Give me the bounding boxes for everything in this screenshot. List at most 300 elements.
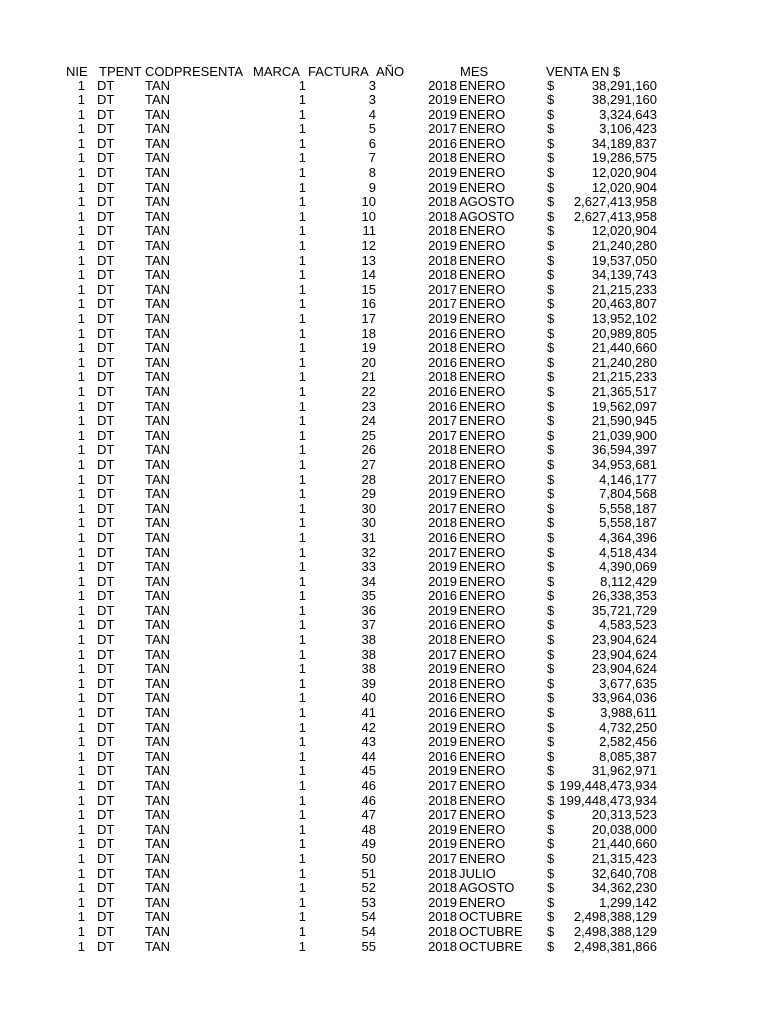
- cell-nie: 1: [77, 923, 85, 939]
- cell-currency-symbol: $: [547, 179, 555, 195]
- cell-tpent: DT: [97, 865, 115, 881]
- cell-nie: 1: [77, 719, 85, 735]
- cell-marca: 1: [298, 529, 306, 545]
- table-row: [0, 151, 768, 166]
- header-venta: VENTA EN $: [546, 64, 621, 79]
- table-row: [0, 896, 768, 911]
- cell-factura: 48: [361, 821, 376, 837]
- cell-currency-symbol: $: [547, 544, 555, 560]
- cell-mes: ENERO: [459, 238, 506, 254]
- cell-factura: 38: [361, 646, 376, 662]
- cell-tpent: DT: [97, 573, 115, 589]
- cell-mes: ENERO: [459, 442, 506, 458]
- cell-venta: 3,677,635: [599, 675, 657, 691]
- cell-tpent: DT: [97, 602, 115, 618]
- cell-factura: 50: [361, 850, 376, 866]
- cell-anio: 2016: [428, 354, 457, 370]
- cell-mes: ENERO: [459, 763, 506, 779]
- cell-nie: 1: [77, 646, 85, 662]
- cell-codpresenta: TAN: [145, 821, 171, 837]
- cell-currency-symbol: $: [547, 646, 555, 662]
- cell-factura: 3: [368, 92, 376, 108]
- table-row: [0, 370, 768, 385]
- cell-venta: 2,498,381,866: [573, 938, 657, 954]
- cell-nie: 1: [77, 208, 85, 224]
- cell-codpresenta: TAN: [145, 850, 171, 866]
- cell-tpent: DT: [97, 632, 115, 648]
- cell-marca: 1: [298, 821, 306, 837]
- cell-nie: 1: [77, 311, 85, 326]
- table-row: [0, 356, 768, 371]
- cell-marca: 1: [298, 165, 306, 181]
- cell-currency-symbol: $: [547, 821, 555, 837]
- cell-codpresenta: TAN: [145, 325, 171, 341]
- cell-tpent: DT: [97, 923, 115, 939]
- cell-nie: 1: [77, 354, 85, 370]
- cell-mes: ENERO: [459, 602, 506, 618]
- table-row: [0, 794, 768, 809]
- table-row: [0, 750, 768, 765]
- cell-anio: 2017: [428, 121, 457, 137]
- cell-codpresenta: TAN: [145, 617, 171, 633]
- cell-tpent: DT: [97, 427, 115, 443]
- cell-factura: 29: [361, 486, 376, 502]
- table-row: [0, 239, 768, 254]
- table-row: [0, 122, 768, 137]
- cell-tpent: DT: [97, 909, 115, 925]
- cell-codpresenta: TAN: [145, 179, 171, 195]
- cell-anio: 2017: [428, 646, 457, 662]
- cell-anio: 2017: [428, 807, 457, 823]
- cell-factura: 38: [361, 661, 376, 677]
- cell-factura: 54: [361, 923, 376, 939]
- cell-currency-symbol: $: [547, 588, 555, 604]
- cell-codpresenta: TAN: [145, 675, 171, 691]
- cell-tpent: DT: [97, 748, 115, 764]
- cell-mes: ENERO: [459, 92, 506, 108]
- cell-tpent: DT: [97, 471, 115, 487]
- cell-factura: 22: [361, 383, 376, 399]
- cell-mes: ENERO: [459, 267, 506, 283]
- cell-anio: 2017: [428, 471, 457, 487]
- cell-venta: 20,038,000: [591, 821, 657, 837]
- cell-nie: 1: [77, 690, 85, 706]
- table-row: [0, 224, 768, 239]
- table-row: [0, 443, 768, 458]
- table-row: [0, 706, 768, 721]
- table-row: [0, 837, 768, 852]
- cell-tpent: DT: [97, 675, 115, 691]
- cell-tpent: DT: [97, 588, 115, 604]
- cell-tpent: DT: [97, 456, 115, 472]
- cell-codpresenta: TAN: [145, 311, 171, 326]
- cell-codpresenta: TAN: [145, 106, 171, 122]
- table-row: [0, 721, 768, 736]
- cell-codpresenta: TAN: [145, 252, 171, 268]
- cell-marca: 1: [298, 427, 306, 443]
- cell-codpresenta: TAN: [145, 238, 171, 254]
- cell-codpresenta: TAN: [145, 515, 171, 531]
- cell-anio: 2019: [428, 179, 457, 195]
- cell-marca: 1: [298, 675, 306, 691]
- cell-marca: 1: [298, 748, 306, 764]
- cell-codpresenta: TAN: [145, 150, 171, 166]
- header-nie: NIE: [66, 64, 88, 79]
- cell-tpent: DT: [97, 646, 115, 662]
- cell-marca: 1: [298, 719, 306, 735]
- table-row: [0, 735, 768, 750]
- cell-tpent: DT: [97, 369, 115, 385]
- cell-nie: 1: [77, 398, 85, 414]
- cell-marca: 1: [298, 763, 306, 779]
- cell-marca: 1: [298, 646, 306, 662]
- cell-currency-symbol: $: [547, 880, 555, 896]
- cell-anio: 2016: [428, 383, 457, 399]
- table-row: [0, 867, 768, 882]
- cell-venta: 21,215,233: [591, 281, 657, 297]
- cell-anio: 2018: [428, 909, 457, 925]
- cell-factura: 45: [361, 763, 376, 779]
- cell-currency-symbol: $: [547, 208, 555, 224]
- cell-mes: ENERO: [459, 734, 506, 750]
- cell-nie: 1: [77, 544, 85, 560]
- cell-codpresenta: TAN: [145, 121, 171, 137]
- table-row: [0, 254, 768, 269]
- cell-venta: 19,286,575: [591, 150, 657, 166]
- cell-nie: 1: [77, 456, 85, 472]
- cell-factura: 27: [361, 456, 376, 472]
- cell-tpent: DT: [97, 383, 115, 399]
- cell-codpresenta: TAN: [145, 646, 171, 662]
- cell-currency-symbol: $: [547, 661, 555, 677]
- cell-nie: 1: [77, 734, 85, 750]
- cell-mes: ENERO: [459, 821, 506, 837]
- cell-venta: 26,338,353: [591, 588, 657, 604]
- cell-codpresenta: TAN: [145, 398, 171, 414]
- cell-anio: 2017: [428, 281, 457, 297]
- cell-marca: 1: [298, 252, 306, 268]
- cell-marca: 1: [298, 354, 306, 370]
- cell-codpresenta: TAN: [145, 632, 171, 648]
- cell-marca: 1: [298, 77, 306, 93]
- cell-factura: 21: [361, 369, 376, 385]
- cell-currency-symbol: $: [547, 267, 555, 283]
- cell-codpresenta: TAN: [145, 836, 171, 852]
- cell-currency-symbol: $: [547, 486, 555, 502]
- cell-tpent: DT: [97, 821, 115, 837]
- cell-venta: 21,315,423: [591, 850, 657, 866]
- cell-anio: 2019: [428, 836, 457, 852]
- cell-mes: ENERO: [459, 544, 506, 560]
- cell-anio: 2018: [428, 632, 457, 648]
- table-row: [0, 400, 768, 415]
- cell-venta: 23,904,624: [591, 632, 657, 648]
- cell-marca: 1: [298, 807, 306, 823]
- cell-currency-symbol: $: [547, 223, 555, 239]
- cell-mes: ENERO: [459, 165, 506, 181]
- cell-nie: 1: [77, 340, 85, 356]
- cell-nie: 1: [77, 486, 85, 502]
- cell-venta: 21,365,517: [591, 383, 657, 399]
- cell-codpresenta: TAN: [145, 938, 171, 954]
- cell-marca: 1: [298, 938, 306, 954]
- cell-venta: 21,039,900: [591, 427, 657, 443]
- cell-anio: 2019: [428, 821, 457, 837]
- cell-tpent: DT: [97, 719, 115, 735]
- cell-tpent: DT: [97, 135, 115, 151]
- cell-codpresenta: TAN: [145, 734, 171, 750]
- cell-mes: ENERO: [459, 179, 506, 195]
- cell-tpent: DT: [97, 894, 115, 910]
- table-row: [0, 575, 768, 590]
- cell-anio: 2018: [428, 880, 457, 896]
- cell-venta: 2,498,388,129: [573, 909, 657, 925]
- cell-currency-symbol: $: [547, 559, 555, 575]
- cell-marca: 1: [298, 734, 306, 750]
- table-row: [0, 764, 768, 779]
- cell-nie: 1: [77, 661, 85, 677]
- cell-marca: 1: [298, 792, 306, 808]
- cell-nie: 1: [77, 281, 85, 297]
- table-row: [0, 925, 768, 940]
- cell-marca: 1: [298, 778, 306, 793]
- cell-marca: 1: [298, 121, 306, 137]
- cell-nie: 1: [77, 442, 85, 458]
- cell-nie: 1: [77, 223, 85, 239]
- cell-codpresenta: TAN: [145, 719, 171, 735]
- table-row: [0, 648, 768, 663]
- table-row: [0, 560, 768, 575]
- cell-venta: 3,106,423: [599, 121, 657, 137]
- cell-currency-symbol: $: [547, 427, 555, 443]
- cell-currency-symbol: $: [547, 675, 555, 691]
- table-row: [0, 502, 768, 517]
- cell-anio: 2019: [428, 165, 457, 181]
- cell-anio: 2016: [428, 705, 457, 721]
- table-row: [0, 881, 768, 896]
- cell-currency-symbol: $: [547, 442, 555, 458]
- cell-factura: 38: [361, 632, 376, 648]
- cell-tpent: DT: [97, 529, 115, 545]
- table-row: [0, 546, 768, 561]
- cell-mes: ENERO: [459, 77, 506, 93]
- cell-factura: 25: [361, 427, 376, 443]
- cell-venta: 4,364,396: [599, 529, 657, 545]
- cell-venta: 21,440,660: [591, 340, 657, 356]
- cell-marca: 1: [298, 325, 306, 341]
- cell-factura: 53: [361, 894, 376, 910]
- cell-venta: 34,362,230: [591, 880, 657, 896]
- cell-venta: 12,020,904: [591, 179, 657, 195]
- cell-nie: 1: [77, 748, 85, 764]
- cell-currency-symbol: $: [547, 734, 555, 750]
- cell-venta: 33,964,036: [591, 690, 657, 706]
- cell-codpresenta: TAN: [145, 763, 171, 779]
- cell-anio: 2016: [428, 617, 457, 633]
- cell-marca: 1: [298, 515, 306, 531]
- cell-codpresenta: TAN: [145, 92, 171, 108]
- cell-currency-symbol: $: [547, 632, 555, 648]
- cell-mes: OCTUBRE: [459, 938, 523, 954]
- table-row: [0, 473, 768, 488]
- cell-anio: 2017: [428, 296, 457, 312]
- cell-mes: ENERO: [459, 500, 506, 516]
- table-row: [0, 327, 768, 342]
- cell-factura: 14: [361, 267, 376, 283]
- cell-currency-symbol: $: [547, 106, 555, 122]
- cell-venta: 12,020,904: [591, 223, 657, 239]
- cell-currency-symbol: $: [547, 354, 555, 370]
- cell-currency-symbol: $: [547, 325, 555, 341]
- cell-currency-symbol: $: [547, 398, 555, 414]
- cell-marca: 1: [298, 238, 306, 254]
- cell-mes: OCTUBRE: [459, 923, 523, 939]
- cell-anio: 2018: [428, 369, 457, 385]
- cell-anio: 2018: [428, 923, 457, 939]
- cell-venta: 5,558,187: [599, 515, 657, 531]
- cell-venta: 199,448,473,934: [559, 778, 657, 793]
- cell-anio: 2016: [428, 748, 457, 764]
- cell-nie: 1: [77, 325, 85, 341]
- cell-venta: 38,291,160: [591, 77, 657, 93]
- cell-venta: 36,594,397: [591, 442, 657, 458]
- cell-nie: 1: [77, 792, 85, 808]
- cell-codpresenta: TAN: [145, 690, 171, 706]
- cell-venta: 4,146,177: [599, 471, 657, 487]
- cell-currency-symbol: $: [547, 413, 555, 429]
- cell-anio: 2016: [428, 398, 457, 414]
- table-row: [0, 312, 768, 327]
- cell-factura: 15: [361, 281, 376, 297]
- cell-mes: OCTUBRE: [459, 909, 523, 925]
- cell-currency-symbol: $: [547, 500, 555, 516]
- cell-marca: 1: [298, 442, 306, 458]
- cell-mes: ENERO: [459, 515, 506, 531]
- cell-factura: 5: [368, 121, 376, 137]
- cell-codpresenta: TAN: [145, 267, 171, 283]
- cell-nie: 1: [77, 106, 85, 122]
- cell-factura: 3: [368, 77, 376, 93]
- cell-tpent: DT: [97, 938, 115, 954]
- cell-mes: ENERO: [459, 690, 506, 706]
- cell-anio: 2018: [428, 252, 457, 268]
- cell-tpent: DT: [97, 617, 115, 633]
- table-row: [0, 137, 768, 152]
- cell-anio: 2019: [428, 661, 457, 677]
- cell-factura: 32: [361, 544, 376, 560]
- table-row: [0, 283, 768, 298]
- cell-currency-symbol: $: [547, 121, 555, 137]
- cell-nie: 1: [77, 617, 85, 633]
- cell-venta: 34,139,743: [591, 267, 657, 283]
- cell-marca: 1: [298, 208, 306, 224]
- cell-anio: 2017: [428, 427, 457, 443]
- cell-nie: 1: [77, 471, 85, 487]
- cell-tpent: DT: [97, 763, 115, 779]
- cell-nie: 1: [77, 880, 85, 896]
- cell-mes: AGOSTO: [459, 880, 515, 896]
- cell-marca: 1: [298, 223, 306, 239]
- cell-venta: 34,189,837: [591, 135, 657, 151]
- cell-mes: ENERO: [459, 456, 506, 472]
- cell-codpresenta: TAN: [145, 500, 171, 516]
- cell-currency-symbol: $: [547, 369, 555, 385]
- cell-venta: 13,952,102: [591, 311, 657, 326]
- cell-anio: 2018: [428, 77, 457, 93]
- cell-tpent: DT: [97, 121, 115, 137]
- cell-venta: 38,291,160: [591, 92, 657, 108]
- cell-codpresenta: TAN: [145, 427, 171, 443]
- cell-codpresenta: TAN: [145, 865, 171, 881]
- cell-nie: 1: [77, 369, 85, 385]
- cell-tpent: DT: [97, 500, 115, 516]
- cell-tpent: DT: [97, 194, 115, 210]
- cell-factura: 10: [361, 194, 376, 210]
- cell-venta: 34,953,681: [591, 456, 657, 472]
- table-row: [0, 414, 768, 429]
- cell-nie: 1: [77, 92, 85, 108]
- cell-mes: ENERO: [459, 529, 506, 545]
- table-row: [0, 633, 768, 648]
- cell-currency-symbol: $: [547, 850, 555, 866]
- cell-mes: JULIO: [459, 865, 496, 881]
- cell-factura: 35: [361, 588, 376, 604]
- cell-venta: 21,240,280: [591, 354, 657, 370]
- cell-tpent: DT: [97, 354, 115, 370]
- cell-venta: 7,804,568: [599, 486, 657, 502]
- cell-venta: 3,988,611: [600, 705, 657, 721]
- cell-currency-symbol: $: [547, 456, 555, 472]
- cell-nie: 1: [77, 836, 85, 852]
- cell-factura: 55: [361, 938, 376, 954]
- cell-factura: 11: [362, 223, 376, 239]
- cell-tpent: DT: [97, 559, 115, 575]
- table-row: [0, 779, 768, 794]
- cell-marca: 1: [298, 705, 306, 721]
- cell-currency-symbol: $: [547, 705, 555, 721]
- cell-tpent: DT: [97, 311, 115, 326]
- cell-marca: 1: [298, 311, 306, 326]
- table-row: [0, 458, 768, 473]
- cell-tpent: DT: [97, 690, 115, 706]
- cell-anio: 2018: [428, 938, 457, 954]
- cell-codpresenta: TAN: [145, 602, 171, 618]
- cell-mes: ENERO: [459, 383, 506, 399]
- cell-marca: 1: [298, 369, 306, 385]
- cell-nie: 1: [77, 894, 85, 910]
- cell-mes: ENERO: [459, 223, 506, 239]
- cell-anio: 2019: [428, 573, 457, 589]
- cell-venta: 2,498,388,129: [573, 923, 657, 939]
- cell-anio: 2019: [428, 734, 457, 750]
- cell-currency-symbol: $: [547, 938, 555, 954]
- cell-codpresenta: TAN: [145, 456, 171, 472]
- cell-factura: 4: [368, 106, 376, 122]
- cell-marca: 1: [298, 602, 306, 618]
- cell-marca: 1: [298, 267, 306, 283]
- table-row: [0, 589, 768, 604]
- cell-factura: 20: [361, 354, 376, 370]
- table-row: [0, 910, 768, 925]
- cell-marca: 1: [298, 661, 306, 677]
- cell-marca: 1: [298, 383, 306, 399]
- cell-nie: 1: [77, 778, 85, 793]
- cell-currency-symbol: $: [547, 252, 555, 268]
- cell-currency-symbol: $: [547, 602, 555, 618]
- cell-codpresenta: TAN: [145, 923, 171, 939]
- cell-mes: AGOSTO: [459, 208, 515, 224]
- cell-venta: 2,627,413,958: [573, 194, 657, 210]
